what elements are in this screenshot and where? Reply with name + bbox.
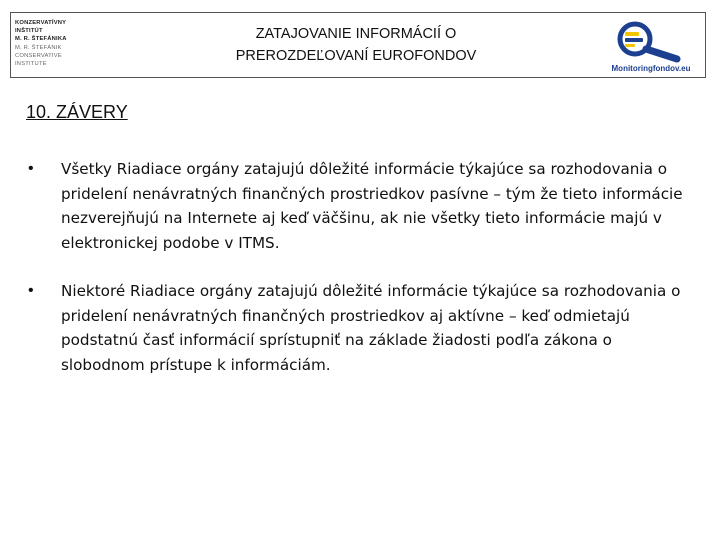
logo-line: M. R. ŠTEFÁNIK [15, 44, 62, 51]
monitoringfondov-logo [605, 19, 697, 75]
list-item [24, 157, 684, 255]
bullet-marker: • [28, 282, 34, 299]
header-banner [10, 12, 706, 78]
bullet-text: Všetky Riadiace orgány zatajujú dôležité informácie týkajúce sa rozhodovania o pridelení nenávratných finančných prostriedkov pasívne – tým že tieto informácie nezverejňujú na Internete aj keď väčšinu, ak nie všetky tieto informácie majú v elektronickej podobe v ITMS. [61, 160, 683, 252]
bullet-text: Niektoré Riadiace orgány zatajujú dôležité informácie týkajúce sa rozhodovania o pridelení nenávratných finančných prostriedkov aj aktívne – keď odmietajú podstatnú časť informácií sprístupniť na základe žiadosti podľa zákona o slobodnom prístupe k informáciám. [61, 282, 681, 374]
logo-line: CONSERVATIVE [15, 52, 62, 59]
header-title-line2: PREROZDEĽOVANÍ EUROFONDOV [235, 48, 477, 64]
magnifier-icon [605, 19, 697, 63]
bullet-marker: • [28, 160, 34, 177]
logo-line: KONZERVATÍVNY [15, 20, 67, 26]
list-item [24, 279, 684, 377]
logo-brand-text: Monitoringfondov.eu [611, 64, 691, 73]
logo-line: INŠTITÚT [15, 28, 43, 35]
logo-line: INSTITUTE [15, 61, 47, 68]
logo-line: M. R. ŠTEFÁNIKA [15, 36, 67, 43]
bullet-list [24, 157, 684, 401]
header-title [171, 23, 541, 67]
header-title-line1: ZATAJOVANIE INFORMÁCIÍ O [255, 26, 457, 42]
institute-logo [15, 19, 83, 75]
section-title: 10. ZÁVERY [26, 102, 128, 122]
